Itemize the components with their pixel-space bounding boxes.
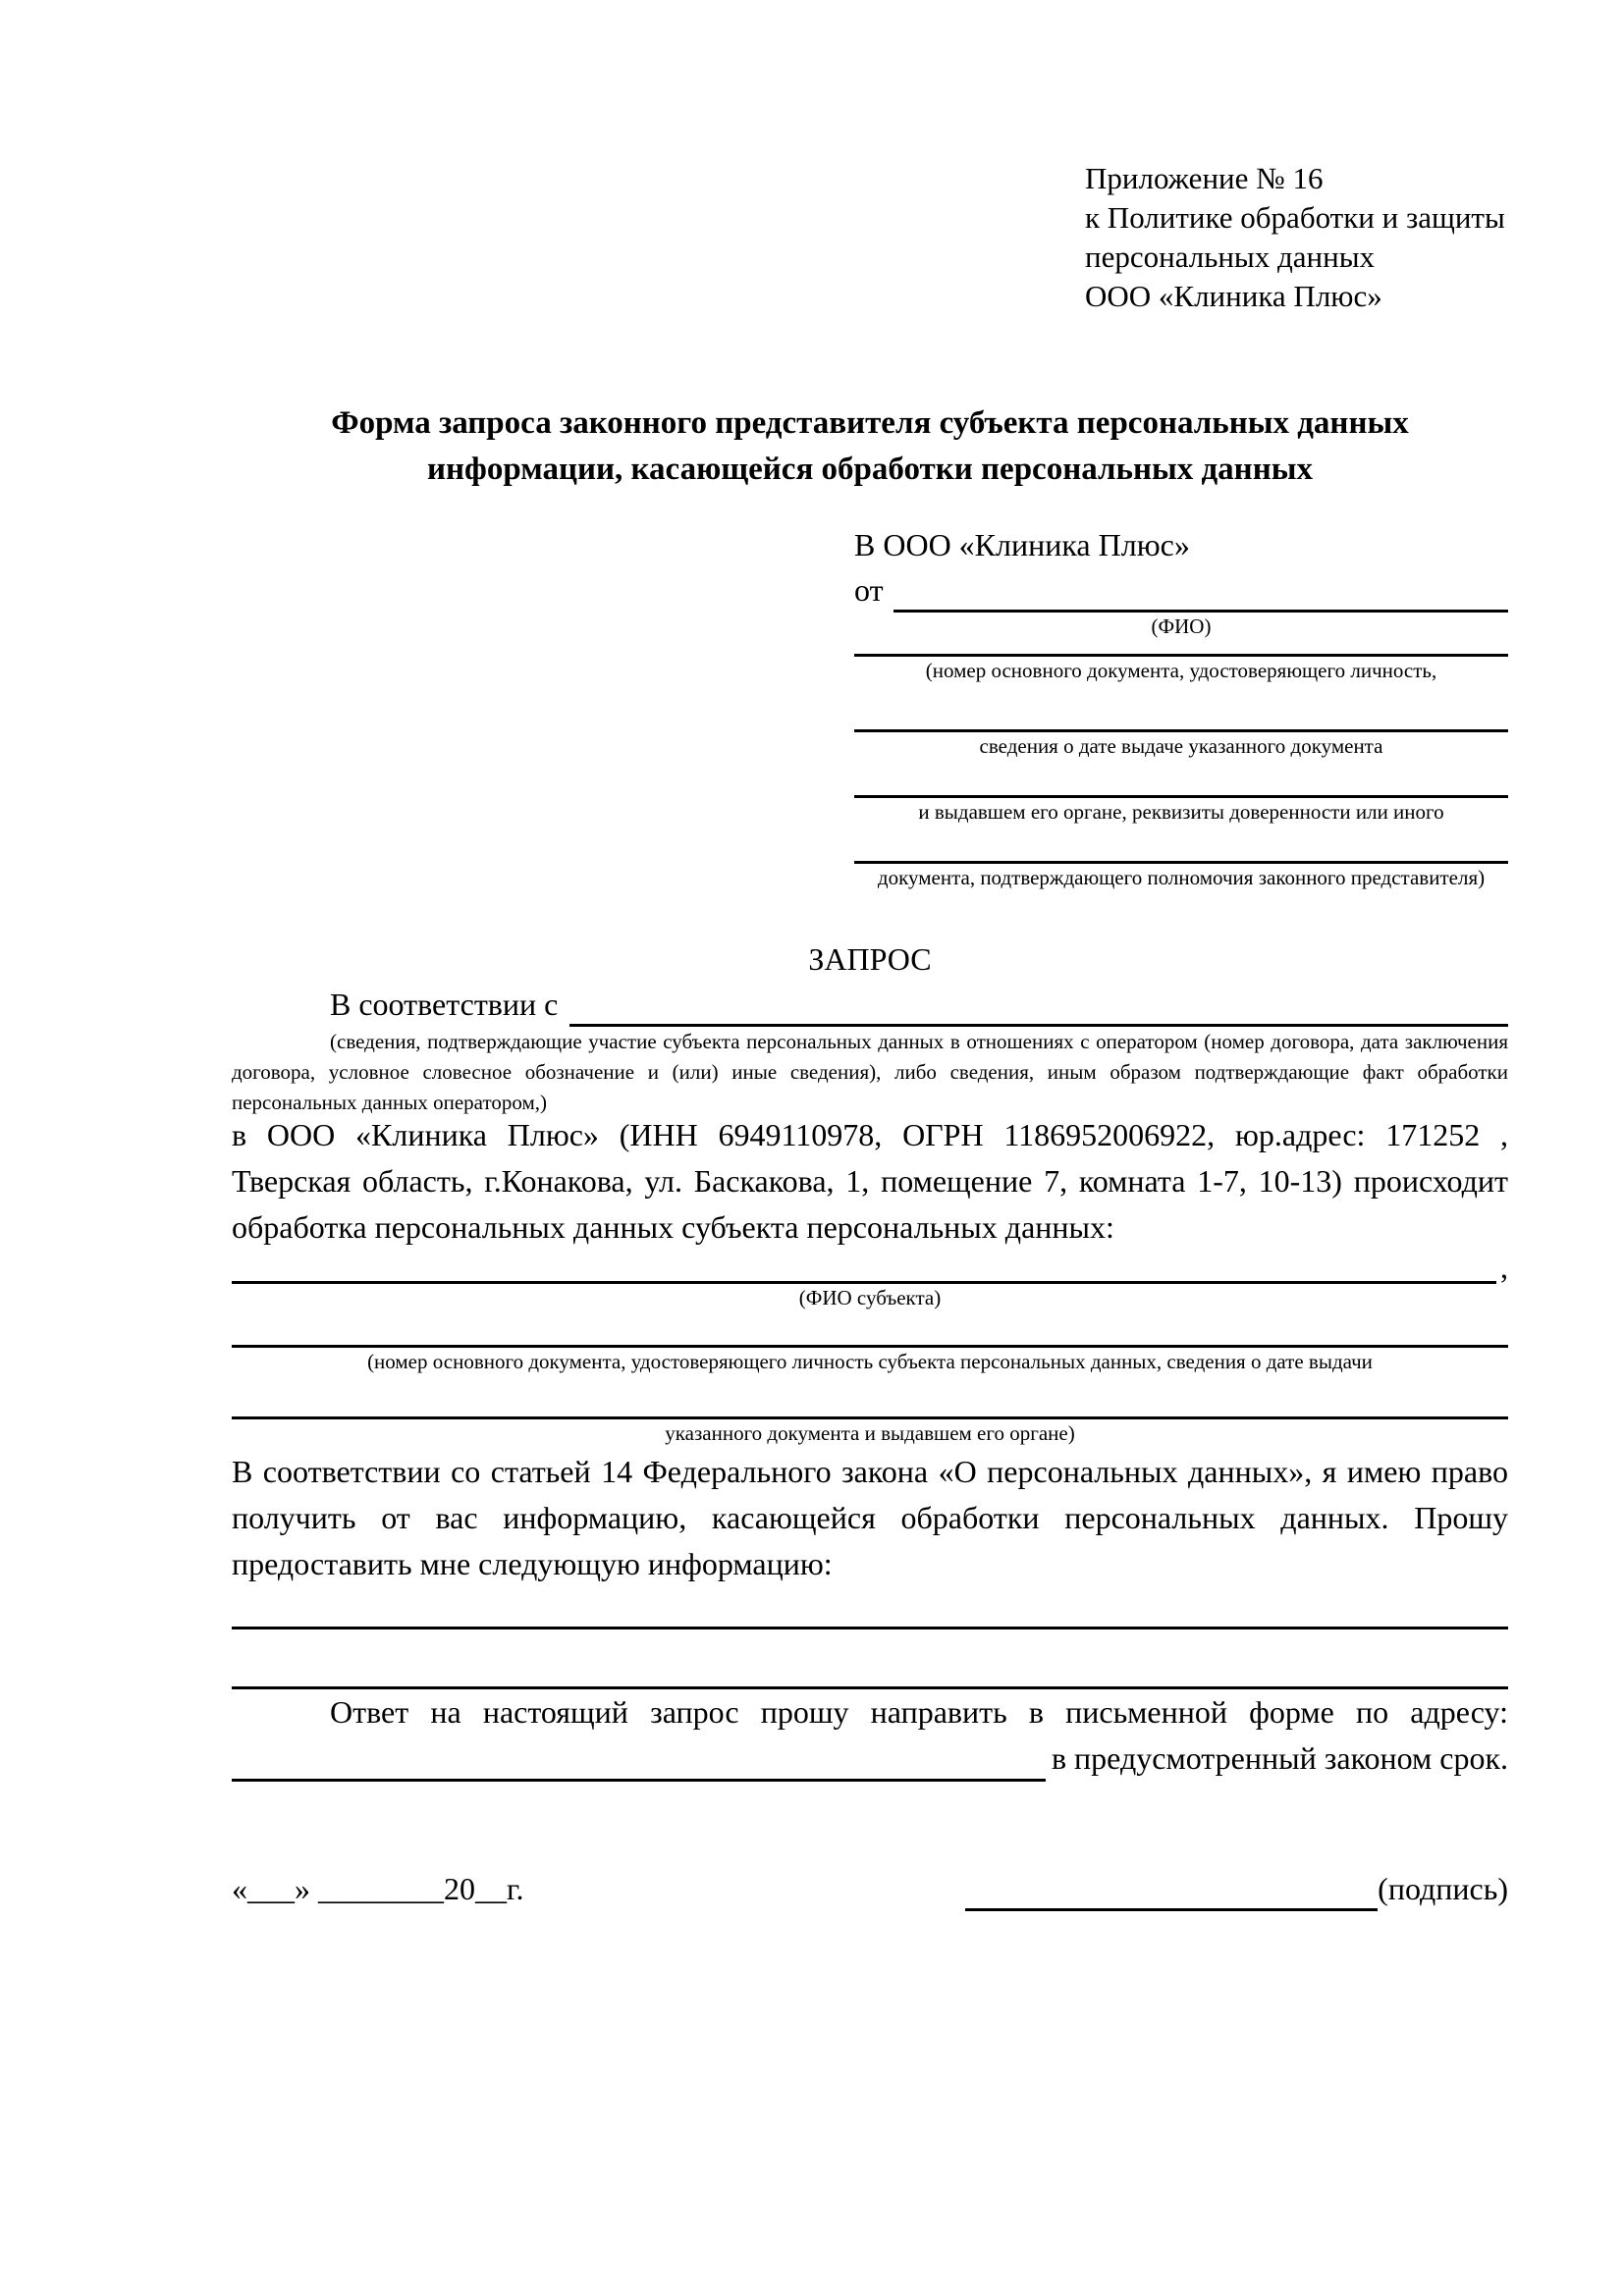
- addressee-organization: В ООО «Клиника Плюс»: [854, 527, 1190, 562]
- issue-date-blank-line: [854, 684, 1508, 732]
- authority-blank-line: [854, 826, 1508, 864]
- form-title-line: информации, касающейся обработки персональных данных: [427, 452, 1313, 487]
- reply-address-line: [232, 1735, 1508, 1782]
- requested-info-blank-line-1: [232, 1587, 1508, 1629]
- operator-relation-note: (сведения, подтверждающие участие субъекта персональных данных в отношениях с оператором (номер договора, дата заключения договора, условное словесное обозначение и (или) иные сведения), либо сведения, иным образом подтверждающие факт обработки персональных данных оператором,): [232, 1030, 1508, 1114]
- accordance-label: В соответствии с: [330, 987, 559, 1022]
- date-line: «___» ________20__г.: [232, 1871, 524, 1906]
- annex-line: Приложение № 16: [1085, 161, 1324, 195]
- from-line: [854, 567, 1508, 613]
- operator-paragraph: в ООО «Клиника Плюс» (ИНН 6949110978, ОГРН 1186952006922, юр.адрес: 171252 , Тверская область, г.Конакова, ул. Баскакова, 1, помещение 7, комната 1-7, 10-13) происходит обработка персональных данных субъекта персональных данных:: [232, 1117, 1508, 1245]
- annex-note: [1085, 159, 1508, 316]
- annex-line: к Политике обработки и защиты: [1085, 200, 1505, 235]
- reply-address-blank-line: [232, 1779, 1046, 1782]
- accordance-blank-line: [569, 982, 1508, 1027]
- subject-fio-line-suffix: ,: [1500, 1250, 1508, 1285]
- subject-fio-line: [232, 1251, 1508, 1284]
- subject-fio-caption: (ФИО субъекта): [798, 1286, 942, 1309]
- footer-row: [232, 1866, 1508, 1911]
- doc-number-caption: (номер основного документа, удостоверяющего личность,: [925, 659, 1437, 682]
- annex-line: ООО «Клиника Плюс»: [1085, 279, 1382, 313]
- accordance-line: [232, 982, 1508, 1027]
- subject-doc-blank-line-2: [232, 1375, 1508, 1419]
- authority-caption: документа, подтверждающего полномочия законного представителя): [877, 866, 1486, 889]
- from-label: от: [854, 572, 884, 608]
- annex-line: персональных данных: [1085, 240, 1376, 274]
- signature-caption: (подпись): [1378, 1871, 1508, 1906]
- subject-doc-caption-2: указанного документа и выдавшем его органе): [665, 1421, 1075, 1445]
- reply-paragraph: Ответ на настоящий запрос прошу направить в письменной форме по адресу:: [330, 1694, 1508, 1730]
- subject-doc-caption-1: (номер основного документа, удостоверяющего личность субъекта персональных данных, сведения о дате выдачи: [367, 1350, 1373, 1373]
- law-paragraph: В соответствии со статьей 14 Федерального закона «О персональных данных», я имею право получить от вас информацию, касающейся обработки персональных данных. Прошу предоставить мне следующую информацию:: [232, 1454, 1508, 1581]
- requested-info-blank-line-2: [232, 1629, 1508, 1689]
- form-title-line: Форма запроса законного представителя субъекта персональных данных: [331, 405, 1409, 441]
- form-title: [232, 400, 1508, 493]
- issuer-caption: и выдавшем его органе, реквизиты доверенности или иного: [918, 800, 1444, 824]
- signature-blank-line: [965, 1908, 1378, 1911]
- fio-blank-line: [893, 567, 1508, 613]
- addressee-block: [854, 522, 1508, 891]
- issue-date-caption: сведения о дате выдаче указанного документа: [979, 734, 1383, 758]
- doc-number-blank-line: [854, 640, 1508, 657]
- issuer-blank-line: [854, 760, 1508, 798]
- fio-caption: (ФИО): [1151, 614, 1212, 638]
- reply-tail-text: в предусмотренный законом срок.: [1051, 1740, 1508, 1776]
- request-heading: ЗАПРОС: [808, 941, 932, 977]
- signature-block: [965, 1866, 1508, 1911]
- subject-doc-blank-line-1: [232, 1311, 1508, 1348]
